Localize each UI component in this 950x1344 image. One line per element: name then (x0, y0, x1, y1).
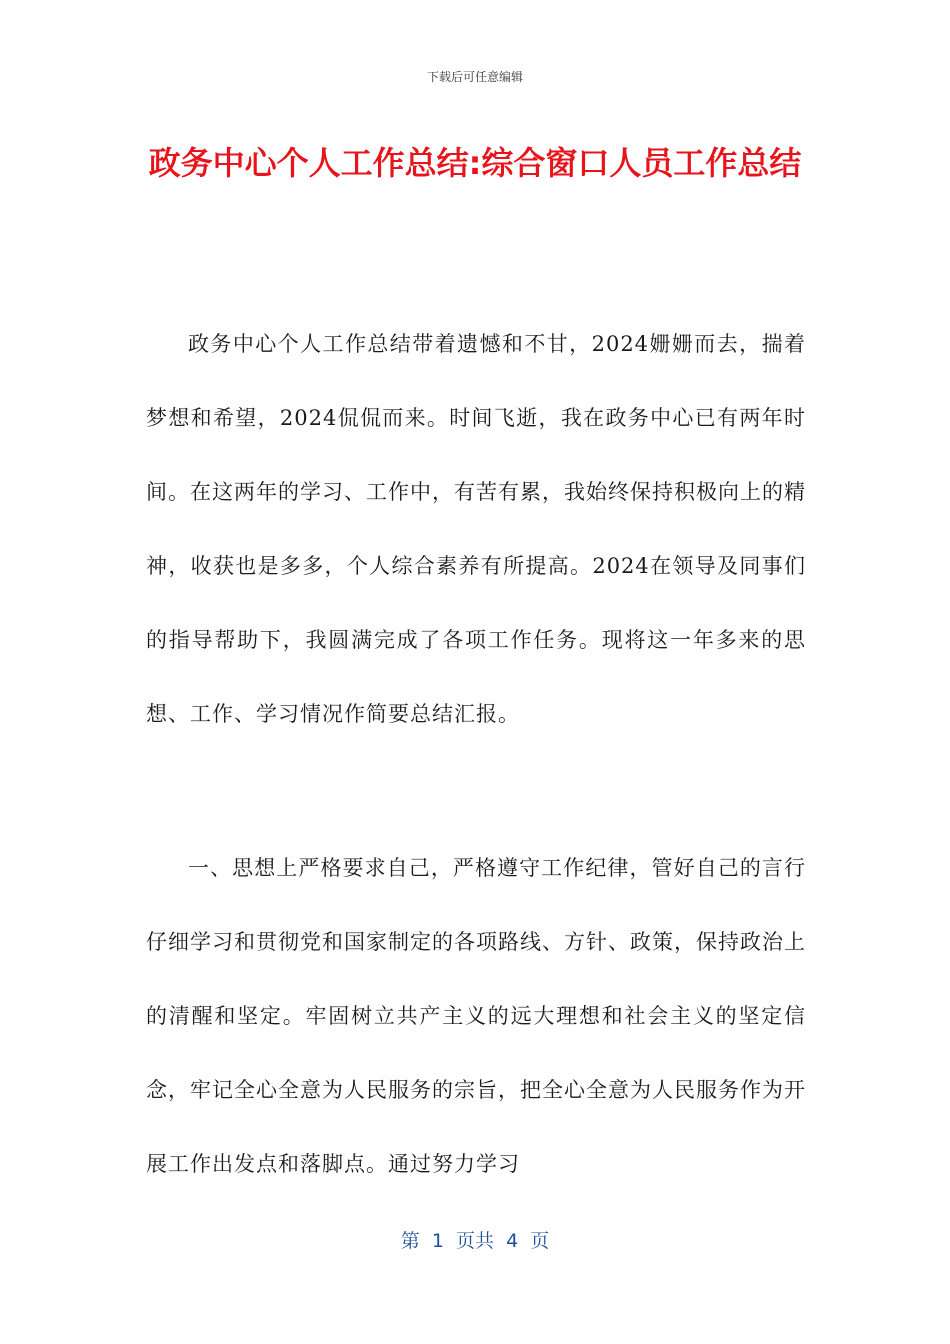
page-number-label: 第 1 页共 4 页 (400, 1230, 550, 1252)
body-paragraph-1: 政务中心个人工作总结带着遗憾和不甘，2024姗姗而去，揣着梦想和希望，2024侃侃而来。时间飞逝，我在政务中心已有两年时间。在这两年的学习、工作中，有苦有累，我始终保持积极向上的精神，收获也是多多，个人综合素养有所提高。2024在领导及同事们的指导帮助下，我圆满完成了各项工作任务。现将这一年多来的思想、工作、学习情况作简要总结汇报。 (146, 332, 806, 726)
body-paragraph-2: 一、思想上严格要求自己，严格遵守工作纪律，管好自己的言行仔细学习和贯彻党和国家制定的各项路线、方针、政策，保持政治上的清醒和坚定。牢固树立共产主义的远大理想和社会主义的坚定信念，牢记全心全意为人民服务的宗旨，把全心全意为人民服务作为开展工作出发点和落脚点。通过努力学习 (146, 856, 806, 1176)
header-note: 下载后可任意编辑 (426, 70, 523, 84)
document-title: 政务中心个人工作总结:综合窗口人员工作总结 (148, 144, 802, 182)
page-footer (0, 1226, 950, 1253)
